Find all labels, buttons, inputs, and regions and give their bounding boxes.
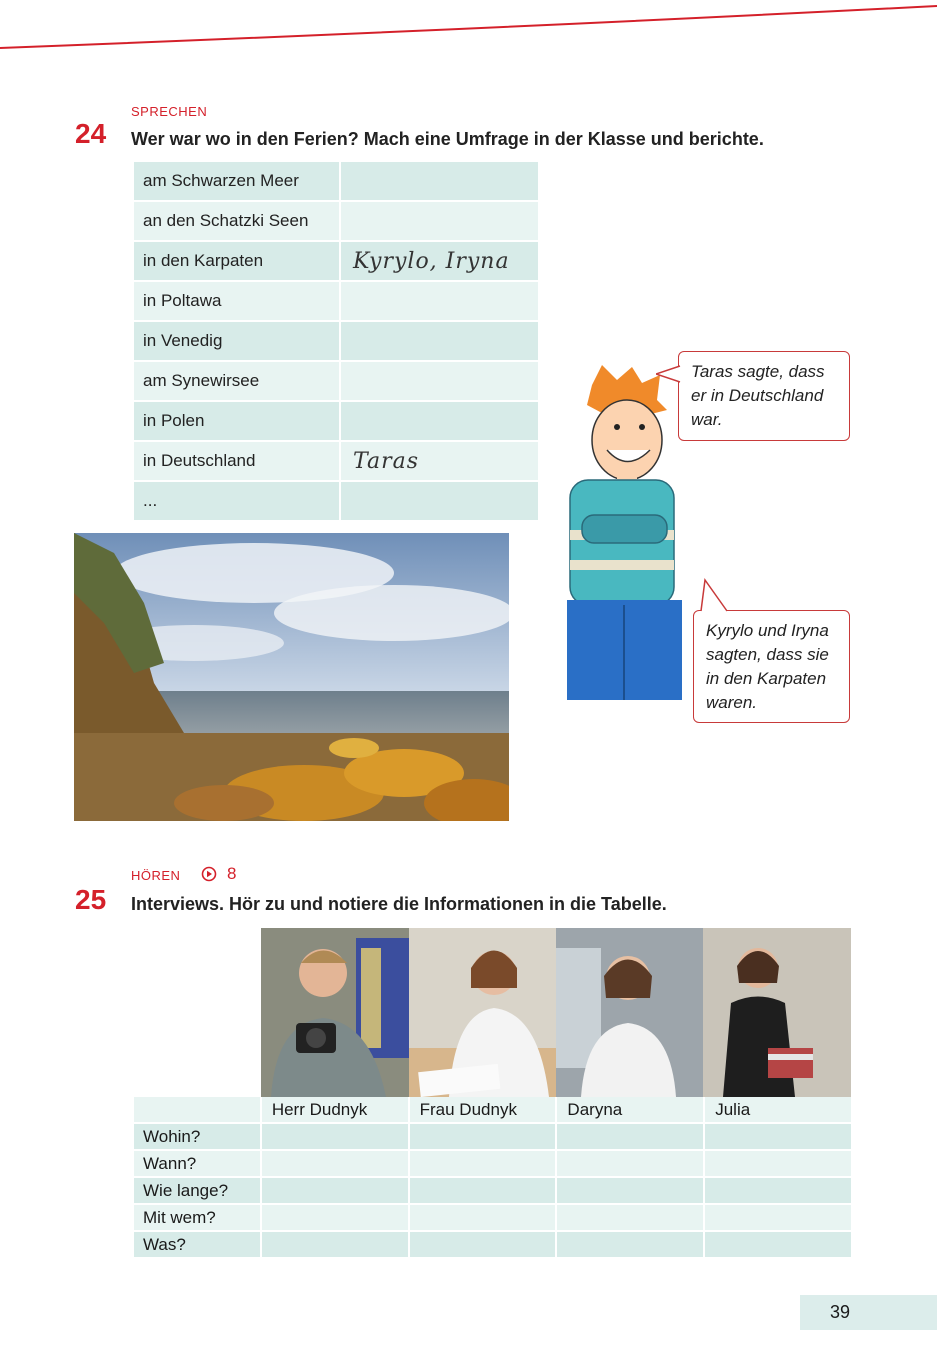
place-cell: in Venedig bbox=[134, 322, 339, 360]
place-cell: in den Karpaten bbox=[134, 242, 339, 280]
answer-cell[interactable] bbox=[705, 1124, 851, 1149]
table-row bbox=[134, 1151, 851, 1176]
table-row bbox=[134, 442, 538, 480]
place-cell: am Synewirsee bbox=[134, 362, 339, 400]
answer-cell[interactable] bbox=[557, 1232, 703, 1257]
answer-cell[interactable] bbox=[705, 1232, 851, 1257]
ex24-number: 24 bbox=[75, 118, 107, 149]
table-row bbox=[134, 282, 538, 320]
audio-track-number: 8 bbox=[227, 864, 237, 883]
column-header: Daryna bbox=[557, 1097, 703, 1122]
table-row bbox=[134, 322, 538, 360]
column-header: Frau Dudnyk bbox=[410, 1097, 556, 1122]
table-row bbox=[134, 242, 538, 280]
bubble-tail-1 bbox=[656, 364, 682, 384]
ex24-tag: SPRECHEN bbox=[131, 104, 208, 119]
ex25-tag: HÖREN bbox=[131, 868, 181, 883]
photo-frau-dudnyk bbox=[409, 928, 556, 1097]
page-number: 39 bbox=[800, 1295, 937, 1330]
answer-cell[interactable] bbox=[705, 1151, 851, 1176]
table-row bbox=[134, 1232, 851, 1257]
answer-cell[interactable] bbox=[262, 1124, 408, 1149]
answer-cell[interactable] bbox=[557, 1151, 703, 1176]
place-cell: in Deutschland bbox=[134, 442, 339, 480]
answer-cell[interactable] bbox=[557, 1178, 703, 1203]
answer-cell[interactable] bbox=[557, 1205, 703, 1230]
answer-cell[interactable]: Kyrylo, Iryna bbox=[341, 242, 538, 280]
audio-track-icon[interactable] bbox=[201, 866, 217, 882]
answer-cell[interactable] bbox=[410, 1124, 556, 1149]
speech-bubble-1: Taras sagte, dass er in Deutschland war. bbox=[678, 351, 850, 441]
ex25-title: Interviews. Hör zu und notiere die Informationen in die Tabelle. bbox=[131, 894, 667, 914]
table-row bbox=[134, 482, 538, 520]
answer-cell[interactable] bbox=[410, 1205, 556, 1230]
table-row bbox=[134, 1205, 851, 1230]
row-label: Was? bbox=[134, 1232, 260, 1257]
ex25-table bbox=[134, 1097, 851, 1259]
place-cell: in Poltawa bbox=[134, 282, 339, 320]
ex25-number: 25 bbox=[75, 884, 107, 915]
column-header: Julia bbox=[705, 1097, 851, 1122]
answer-cell[interactable] bbox=[262, 1232, 408, 1257]
place-cell: ... bbox=[134, 482, 339, 520]
row-label: Wie lange? bbox=[134, 1178, 260, 1203]
place-cell: an den Schatzki Seen bbox=[134, 202, 339, 240]
answer-cell[interactable] bbox=[410, 1232, 556, 1257]
row-label: Mit wem? bbox=[134, 1205, 260, 1230]
answer-cell[interactable] bbox=[410, 1151, 556, 1176]
answer-cell[interactable] bbox=[341, 202, 538, 240]
boy-illustration bbox=[562, 365, 692, 700]
answer-cell[interactable] bbox=[341, 282, 538, 320]
table-row bbox=[134, 402, 538, 440]
bubble-tail-2 bbox=[697, 578, 729, 612]
answer-cell[interactable] bbox=[341, 162, 538, 200]
answer-cell[interactable] bbox=[262, 1178, 408, 1203]
table-row bbox=[134, 202, 538, 240]
place-cell: in Polen bbox=[134, 402, 339, 440]
ex24-title: Wer war wo in den Ferien? Mach eine Umfrage in der Klasse und berichte. bbox=[131, 129, 764, 149]
column-header: Herr Dudnyk bbox=[262, 1097, 408, 1122]
row-label: Wohin? bbox=[134, 1124, 260, 1149]
table-row bbox=[134, 162, 538, 200]
photo-julia bbox=[703, 928, 851, 1097]
table-row bbox=[134, 362, 538, 400]
place-cell: am Schwarzen Meer bbox=[134, 162, 339, 200]
photo-daryna bbox=[556, 928, 703, 1097]
answer-cell[interactable] bbox=[705, 1205, 851, 1230]
answer-cell[interactable] bbox=[705, 1178, 851, 1203]
answer-cell[interactable] bbox=[341, 322, 538, 360]
seascape-photo bbox=[74, 533, 509, 821]
answer-cell[interactable] bbox=[341, 482, 538, 520]
header-line bbox=[0, 0, 937, 60]
answer-cell[interactable] bbox=[341, 362, 538, 400]
speech-bubble-2: Kyrylo und Iryna sagten, dass sie in den Karpaten waren. bbox=[693, 610, 850, 723]
row-label: Wann? bbox=[134, 1151, 260, 1176]
photo-herr-dudnyk bbox=[261, 928, 409, 1097]
answer-cell[interactable] bbox=[557, 1124, 703, 1149]
answer-cell[interactable] bbox=[410, 1178, 556, 1203]
ex24-table bbox=[134, 162, 538, 522]
answer-cell[interactable]: Taras bbox=[341, 442, 538, 480]
answer-cell[interactable] bbox=[262, 1151, 408, 1176]
header-empty-cell bbox=[134, 1097, 260, 1122]
table-row bbox=[134, 1124, 851, 1149]
answer-cell[interactable] bbox=[341, 402, 538, 440]
table-row bbox=[134, 1178, 851, 1203]
answer-cell[interactable] bbox=[262, 1205, 408, 1230]
table-header-row bbox=[134, 1097, 851, 1122]
